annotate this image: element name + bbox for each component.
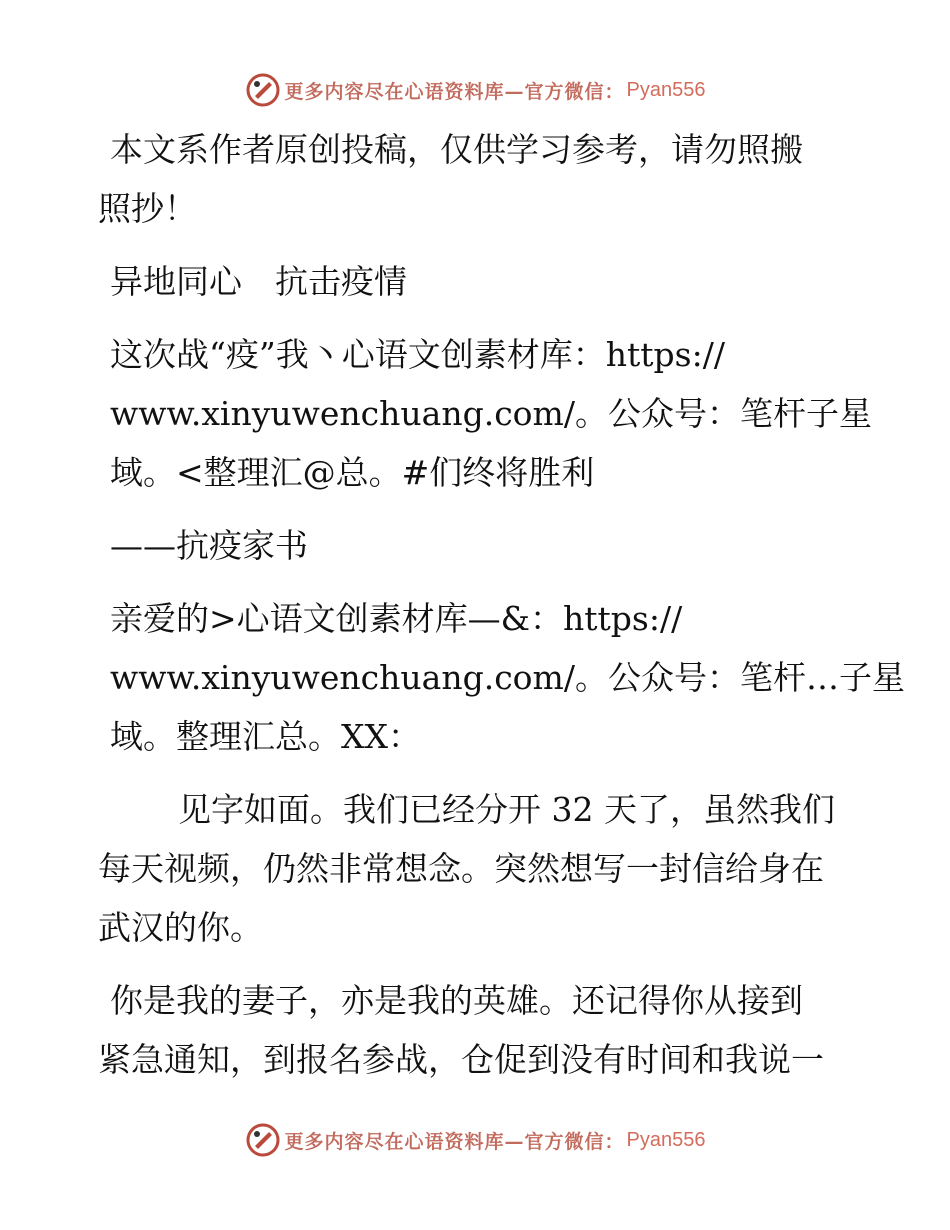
salutation-line-3: 域。整理汇总。XX： <box>110 717 421 756</box>
paragraph-1-line-2: 每天视频，仍然非常想念。突然想写一封信给身在 <box>98 849 824 888</box>
title-text: 异地同心 抗击疫情 <box>110 262 407 301</box>
paragraph-1-line-1: 见字如面。我们已经分开 32 天了，虽然我们 <box>178 790 835 829</box>
paragraph-2-line-2: 紧急通知，到报名参战，仓促到没有时间和我说一 <box>98 1040 824 1079</box>
footer-banner-text: 更多内容尽在心语资料库—官方微信： <box>284 1130 625 1153</box>
header-wechat-id: Pyan556 <box>626 78 706 101</box>
subtitle-line-3: 域。<整理汇@总。#们终将胜利 <box>110 453 595 492</box>
salutation-line-1: 亲爱的>心语文创素材库—&：https:// <box>110 599 683 638</box>
section-heading <box>98 516 858 575</box>
notice-line-2: 照抄！ <box>98 189 197 228</box>
paragraph-1 <box>98 780 858 957</box>
notice-paragraph <box>98 120 858 238</box>
section-text: ——抗疫家书 <box>110 526 308 565</box>
salutation-line-2: www.xinyuwenchuang.com/。公众号：笔杆…子星 <box>110 658 905 697</box>
footer-banner <box>0 1120 950 1160</box>
logo-icon <box>245 1122 281 1158</box>
footer-wechat-id: Pyan556 <box>626 1128 706 1151</box>
subtitle-paragraph <box>98 325 872 502</box>
paragraph-2 <box>98 971 858 1089</box>
subtitle-line-1: 这次战“疫”我丶心语文创素材库：https:// <box>110 335 725 374</box>
paragraph-2-line-1: 你是我的妻子，亦是我的英雄。还记得你从接到 <box>110 981 803 1020</box>
header-banner-text: 更多内容尽在心语资料库—官方微信： <box>284 80 625 103</box>
title <box>98 252 858 311</box>
paragraph-1-line-3: 武汉的你。 <box>98 908 263 947</box>
document-body <box>98 120 905 1103</box>
header-banner <box>0 70 950 110</box>
salutation-paragraph <box>98 589 905 766</box>
logo-icon <box>245 72 281 108</box>
subtitle-line-2: www.xinyuwenchuang.com/。公众号：笔杆子星 <box>110 394 872 433</box>
notice-line-1: 本文系作者原创投稿，仅供学习参考，请勿照搬 <box>110 130 803 169</box>
